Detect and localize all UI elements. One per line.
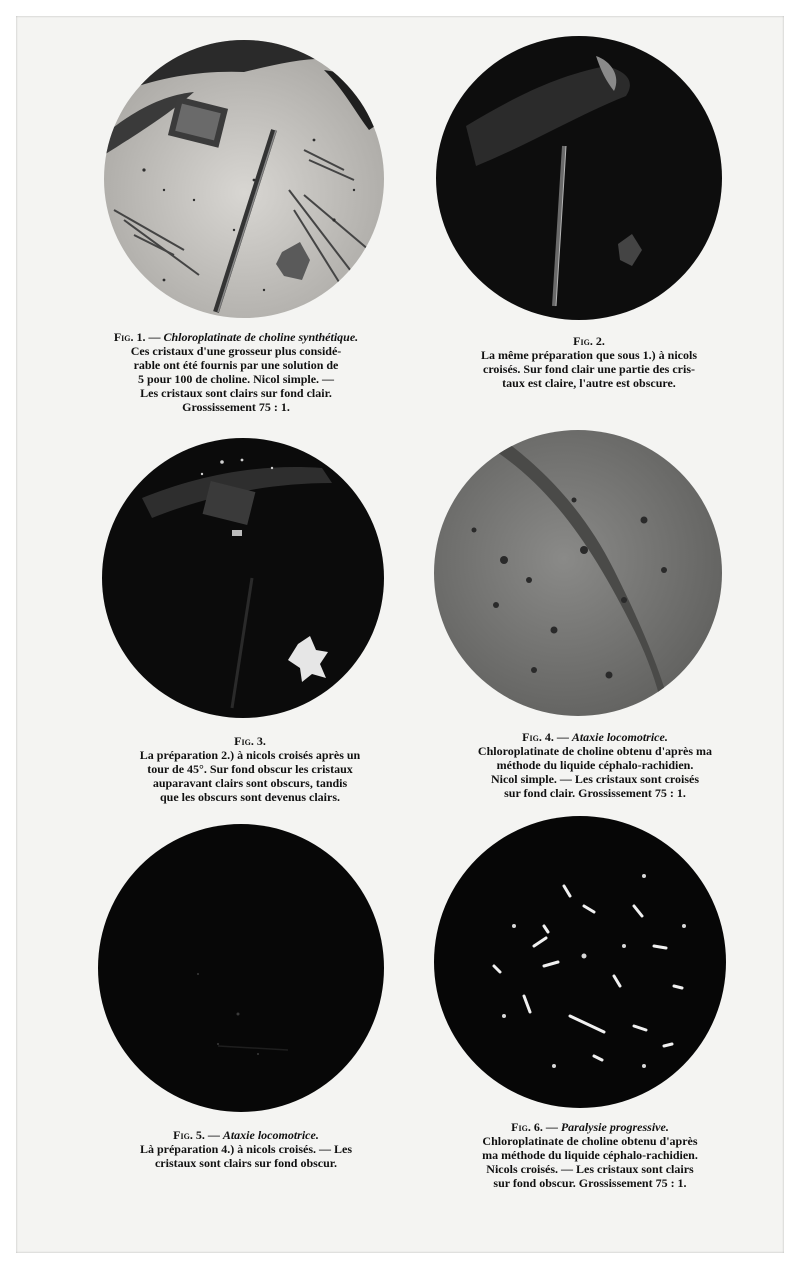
fig-1-line-2: rable ont été fournis par une solution de: [133, 358, 339, 372]
micrograph-fig-2-image: [436, 36, 722, 320]
fig-1-line-5: Grossissement 75 : 1.: [182, 400, 290, 414]
fig-2-line-3: taux est claire, l'autre est obscure.: [502, 376, 676, 390]
fig-5-line-2: cristaux sont clairs sur fond obscur.: [154, 1156, 338, 1170]
micrograph-fig-4-image: [434, 430, 722, 716]
fig-3-line-4: que les obscurs sont devenus clairs.: [159, 790, 341, 804]
fig-1-line-1: Ces cristaux d'une grosseur plus considé-: [130, 344, 342, 358]
micrograph-fig-1: [104, 40, 384, 318]
fig-3-line-1: La préparation 2.) à nicols croisés après un: [139, 748, 361, 762]
fig-1-line-4: Les cristaux sont clairs sur fond clair.: [140, 386, 332, 400]
fig-6-title: Paralysie progressive.: [560, 1120, 669, 1134]
fig-4-title: Ataxie locomotrice.: [571, 730, 668, 744]
fig-4-line-2: méthode du liquide céphalo-rachidien.: [496, 758, 694, 772]
fig-4-line-4: sur fond clair. Grossissement 75 : 1.: [504, 786, 686, 800]
micrograph-fig-6: [434, 816, 726, 1108]
fig-6-line-1: Chloroplatinate de choline obtenu d'après: [482, 1134, 698, 1148]
caption-fig-6: [442, 1120, 738, 1190]
fig-6-label: Fig. 6. —: [511, 1120, 558, 1134]
micrograph-fig-5-image: [98, 824, 384, 1112]
caption-fig-1: [86, 330, 386, 414]
micrograph-fig-6-image: [434, 816, 726, 1108]
plate-page: [16, 16, 784, 1253]
fig-5-line-1: Là préparation 4.) à nicols croisés. — Les: [139, 1142, 353, 1156]
fig-3-label: Fig. 3.: [234, 734, 266, 748]
fig-2-line-2: croisés. Sur fond clair une partie des cris-: [483, 362, 695, 376]
micrograph-fig-5: [98, 824, 384, 1112]
micrograph-fig-2: [436, 36, 722, 320]
fig-6-line-4: sur fond obscur. Grossissement 75 : 1.: [493, 1176, 687, 1190]
fig-4-line-1: Chloroplatinate de choline obtenu d'après ma: [477, 744, 713, 758]
caption-fig-2: [444, 334, 734, 390]
fig-3-line-2: tour de 45°. Sur fond obscur les cristaux: [147, 762, 353, 776]
fig-2-label: Fig. 2.: [573, 334, 605, 348]
fig-4-label: Fig. 4. —: [522, 730, 569, 744]
fig-6-line-3: Nicols croisés. — Les cristaux sont clairs: [486, 1162, 694, 1176]
fig-1-line-3: 5 pour 100 de choline. Nicol simple. —: [137, 372, 335, 386]
fig-4-line-3: Nicol simple. — Les cristaux sont croisés: [490, 772, 700, 786]
caption-fig-3: [100, 734, 400, 804]
fig-5-title: Ataxie locomotrice.: [222, 1128, 319, 1142]
fig-3-line-3: auparavant clairs sont obscurs, tandis: [152, 776, 348, 790]
caption-fig-5: [96, 1128, 396, 1170]
fig-5-label: Fig. 5. —: [173, 1128, 220, 1142]
fig-1-title: Chloroplatinate de choline synthétique.: [163, 330, 359, 344]
micrograph-fig-4: [434, 430, 722, 716]
fig-6-line-2: ma méthode du liquide céphalo-rachidien.: [482, 1148, 698, 1162]
micrograph-fig-1-image: [104, 40, 384, 318]
micrograph-fig-3-image: [102, 438, 384, 718]
fig-2-line-1: La même préparation que sous 1.) à nicols: [481, 348, 697, 362]
fig-1-label: Fig. 1. —: [113, 330, 161, 344]
caption-fig-4: [448, 730, 742, 800]
micrograph-fig-3: [102, 438, 384, 718]
